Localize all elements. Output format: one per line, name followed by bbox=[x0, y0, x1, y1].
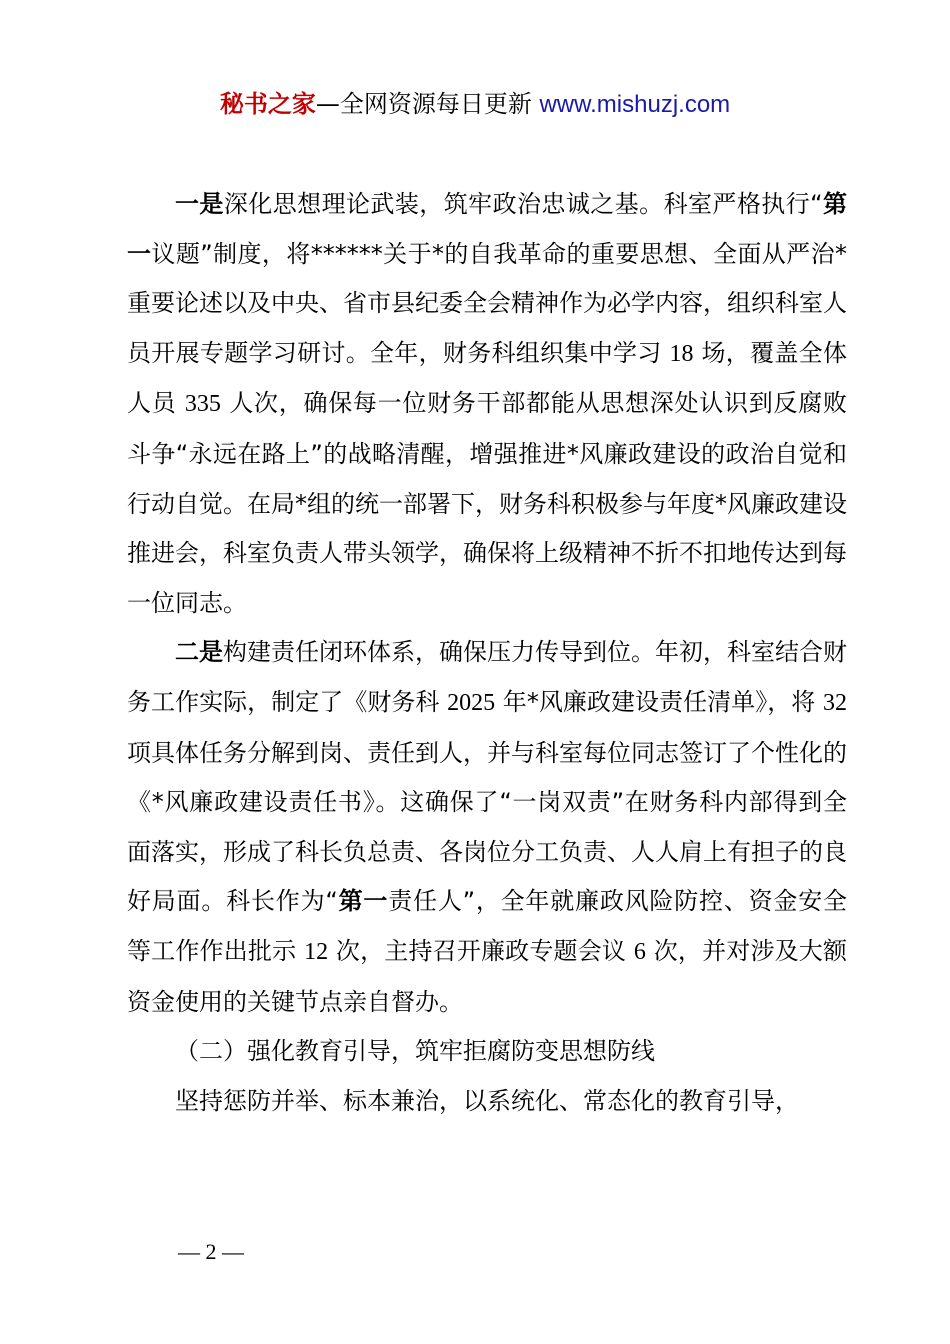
p2-text-4: 责任人”，全年就廉政风险防控、资金安全等工作作出批示 bbox=[127, 887, 848, 965]
p2-number-4: 6 bbox=[633, 938, 646, 965]
p1-bold-1: 第一 bbox=[127, 190, 848, 268]
p1-number-1: 18 bbox=[669, 340, 694, 367]
paragraph-2 bbox=[127, 628, 847, 1027]
p1-text-3: 场，覆盖全体人员 bbox=[127, 338, 847, 418]
p2-number-1: 2025 bbox=[447, 689, 496, 716]
page-header bbox=[0, 84, 950, 125]
p2-text-1: 构建责任闭环体系，确保压力传导到位。年初，科室结合财务工作实际，制定了《财务科 bbox=[127, 638, 847, 716]
section-heading-2: （二）强化教育引导，筑牢拒腐防变思想防线 bbox=[175, 1037, 655, 1066]
p2-text-3: 项具体任务分解到岗、责任到人，并与科室每位同志签订了个性化的《*风廉政建设责任书》。这确保了“一岗双责”在财务科内部得到全面落实，形成了科长负总责、各岗位分工负责、人人肩上有担子的良好局面。科长作为“ bbox=[127, 738, 847, 916]
p2-number-2: 32 bbox=[822, 689, 847, 716]
p1-lead: 一是 bbox=[175, 190, 224, 218]
page-number: — 2 — bbox=[178, 1239, 244, 1264]
p2-text-5: 次，主持召开廉政专题会议 bbox=[328, 936, 634, 965]
site-brand: 秘书之家 bbox=[219, 90, 316, 118]
site-url-link[interactable]: www.mishuzj.com bbox=[539, 91, 731, 118]
site-slogan: —全网资源每日更新 bbox=[315, 90, 540, 118]
p2-text-6: 次，并对涉及大额资金使用的关键节点亲自督办。 bbox=[127, 936, 847, 1016]
p1-text-1: 深化思想理论武装，筑牢政治忠诚之基。科室严格执行“ bbox=[223, 190, 823, 218]
p1-number-2: 335 bbox=[184, 391, 221, 418]
p2-number-3: 12 bbox=[304, 938, 329, 965]
p1-text-2: 议题”制度，将******关于*的自我革命的重要思想、全面从严治*重要论述以及中央、省市县纪委全会精神作为必学内容，组织科室人员开展专题学习研讨。全年，财务科组织集中学习 bbox=[127, 239, 848, 367]
paragraph-3: 坚持惩防并举、标本兼治，以系统化、常态化的教育引导， bbox=[175, 1086, 799, 1115]
p2-bold-1: 第一 bbox=[337, 887, 389, 916]
document-body bbox=[127, 180, 847, 1126]
paragraph-1 bbox=[127, 180, 847, 628]
p2-text-2: 年*风廉政建设责任清单》，将 bbox=[495, 687, 823, 716]
p1-text-4: 人次，确保每一位财务干部都能从思想深处认识到反腐败斗争“永远在路上”的战略清醒，增强推进*风廉政建设的政治自觉和行动自觉。在局*组的统一部署下，财务科积极参与年度*风廉政建设推进会，科室负责人带头领学，确保将上级精神不折不扣地传达到每一位同志。 bbox=[127, 389, 847, 617]
p2-lead: 二是 bbox=[175, 638, 223, 667]
